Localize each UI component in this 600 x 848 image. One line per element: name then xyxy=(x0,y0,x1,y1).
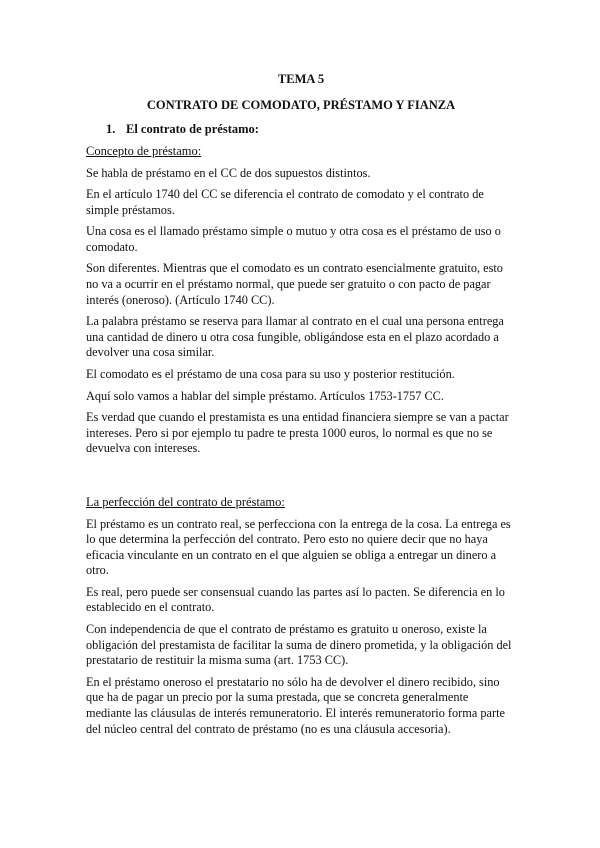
document-subtitle: CONTRATO DE COMODATO, PRÉSTAMO Y FIANZA xyxy=(146,98,456,112)
document-title: TEMA 5 xyxy=(277,72,325,86)
paragraph: Es verdad que cuando el prestamista es una entidad financiera siempre se van a pactar intereses. Pero si por ejemplo tu padre te presta 1000 euros, lo normal es que no se devuelva con intereses. xyxy=(86,410,509,456)
paragraph: Aquí solo vamos a hablar del simple préstamo. Artículos 1753-1757 CC. xyxy=(86,388,444,403)
paragraph: Una cosa es el llamado préstamo simple o mutuo y otra cosa es el préstamo de uso o comodato. xyxy=(86,224,501,254)
section-title: El contrato de préstamo: xyxy=(126,122,259,136)
paragraph: La palabra préstamo se reserva para llamar al contrato en el cual una persona entrega una cantidad de dinero u otra cosa fungible, obligándose esta en el plazo acordado a devolver una cosa similar. xyxy=(86,314,504,360)
spacer xyxy=(86,457,516,488)
section-number: 1. xyxy=(106,122,116,136)
paragraph: En el artículo 1740 del CC se diferencia el contrato de comodato y el contrato de simple préstamos. xyxy=(86,187,484,217)
paragraph: Son diferentes. Mientras que el comodato es un contrato esencialmente gratuito, esto no va a ocurrir en el préstamo normal, que puede ser gratuito o con pacto de pagar interés (oneroso). (Artículo 1740 CC). xyxy=(86,261,503,307)
paragraph: El comodato es el préstamo de una cosa para su uso y posterior restitución. xyxy=(86,367,455,382)
paragraph: Se habla de préstamo en el CC de dos supuestos distintos. xyxy=(86,165,371,180)
section-heading xyxy=(106,122,516,137)
perfection-heading: La perfección del contrato de préstamo: xyxy=(86,495,285,509)
paragraph: Con independencia de que el contrato de préstamo es gratuito u oneroso, existe la obligación del prestamista de facilitar la suma de dinero prometida, y la obligación del prestatario de restituir la misma suma (art. 1753 CC). xyxy=(86,622,512,668)
concept-heading: Concepto de préstamo: xyxy=(86,144,202,158)
paragraph: Es real, pero puede ser consensual cuando las partes así lo pacten. Se diferencia en lo establecido en el contrato. xyxy=(86,584,505,615)
paragraph: En el préstamo oneroso el prestatario no sólo ha de devolver el dinero recibido, sino que ha de pagar un precio por la suma prestada, que se concreta generalmente mediante las cláusulas de interés remuneratorio. El interés remuneratorio forma parte del núcleo central del contrato de préstamo (no es una cláusula accesoria). xyxy=(86,674,505,736)
paragraph: El préstamo es un contrato real, se perfecciona con la entrega de la cosa. La entrega es lo que determina la perfección del contrato. Pero esto no quiere decir que no haya eficacia vinculante en un contrato en el que alguien se obliga a entregar un dinero a otro. xyxy=(86,516,511,578)
